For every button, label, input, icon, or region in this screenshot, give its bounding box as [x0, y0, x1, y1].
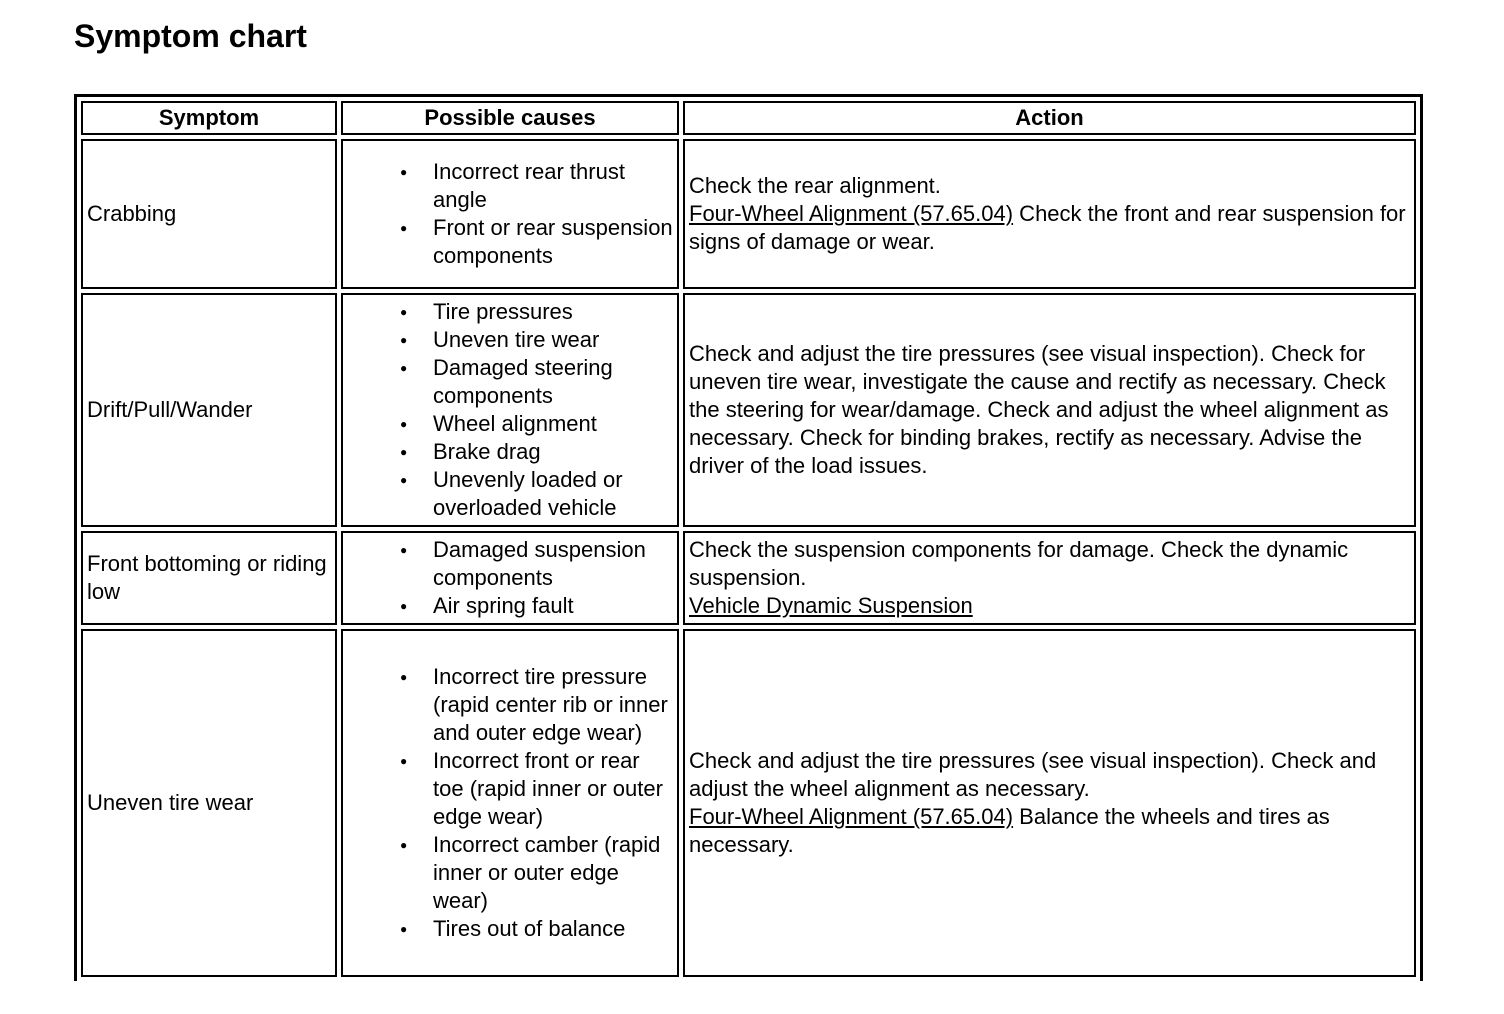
- vehicle-dynamic-suspension-link[interactable]: Vehicle Dynamic Suspension: [689, 593, 973, 618]
- list-item: ● Brake drag: [433, 438, 673, 466]
- symptom-table-container: [74, 94, 1423, 1014]
- header-symptom: Symptom: [81, 101, 337, 135]
- causes-cell: [341, 531, 679, 625]
- cause-list: [347, 536, 673, 620]
- list-item: ● Incorrect front or rear toe (rapid inner or outer edge wear): [433, 747, 673, 831]
- symptom-table: [74, 94, 1423, 981]
- list-item: ● Air spring fault: [433, 592, 673, 620]
- list-item: ● Front or rear suspension components: [433, 214, 673, 270]
- symptom-cell: Crabbing: [81, 139, 337, 289]
- list-item: ● Tires out of balance: [433, 915, 673, 943]
- action-cell: [683, 629, 1416, 977]
- symptom-cell: Uneven tire wear: [81, 629, 337, 977]
- table-row: [81, 139, 1416, 289]
- action-cell: [683, 293, 1416, 527]
- table-row: [81, 293, 1416, 527]
- causes-cell: [341, 629, 679, 977]
- list-item: ● Uneven tire wear: [433, 326, 673, 354]
- action-cell: [683, 139, 1416, 289]
- four-wheel-alignment-link[interactable]: Four-Wheel Alignment (57.65.04): [689, 201, 1014, 226]
- cause-list: [347, 298, 673, 522]
- list-item: ● Unevenly loaded or overloaded vehicle: [433, 466, 673, 522]
- list-item: ● Damaged steering components: [433, 354, 673, 410]
- symptom-cell: Front bottoming or riding low: [81, 531, 337, 625]
- list-item: ● Damaged suspension components: [433, 536, 673, 592]
- causes-cell: [341, 293, 679, 527]
- list-item: ● Incorrect camber (rapid inner or outer edge wear): [433, 831, 673, 915]
- header-possible-causes: Possible causes: [341, 101, 679, 135]
- list-item: ● Tire pressures: [433, 298, 673, 326]
- cause-list: [347, 158, 673, 270]
- action-cell: [683, 531, 1416, 625]
- four-wheel-alignment-link[interactable]: Four-Wheel Alignment (57.65.04): [689, 804, 1014, 829]
- action-text: Balance the wheels and tires as necessary.: [689, 804, 1330, 857]
- table-row: [81, 629, 1416, 977]
- table-row: [81, 531, 1416, 625]
- action-text: Check and adjust the tire pressures (see visual inspection). Check and adjust the wheel alignment as necessary.: [689, 748, 1377, 801]
- table-header-row: [81, 101, 1416, 135]
- action-text: Check and adjust the tire pressures (see visual inspection). Check for uneven tire wear, investigate the cause and rectify as necessary. Check the steering for wear/damage. Check and adjust the wheel alignment as necessary. Check for binding brakes, rectify as necessary. Advise the driver of the load issues.: [689, 341, 1389, 478]
- action-text: Check the suspension components for damage. Check the dynamic suspension.: [689, 537, 1349, 590]
- list-item: ● Incorrect rear thrust angle: [433, 158, 673, 214]
- symptom-cell: Drift/Pull/Wander: [81, 293, 337, 527]
- causes-cell: [341, 139, 679, 289]
- page-title: Symptom chart: [74, 18, 307, 54]
- header-action: Action: [683, 101, 1416, 135]
- list-item: ● Incorrect tire pressure (rapid center rib or inner and outer edge wear): [433, 663, 673, 747]
- cause-list: [347, 663, 673, 943]
- action-text: Check the front and rear suspension for signs of damage or wear.: [689, 201, 1406, 254]
- action-text: Check the rear alignment.: [689, 173, 941, 198]
- list-item: ● Wheel alignment: [433, 410, 673, 438]
